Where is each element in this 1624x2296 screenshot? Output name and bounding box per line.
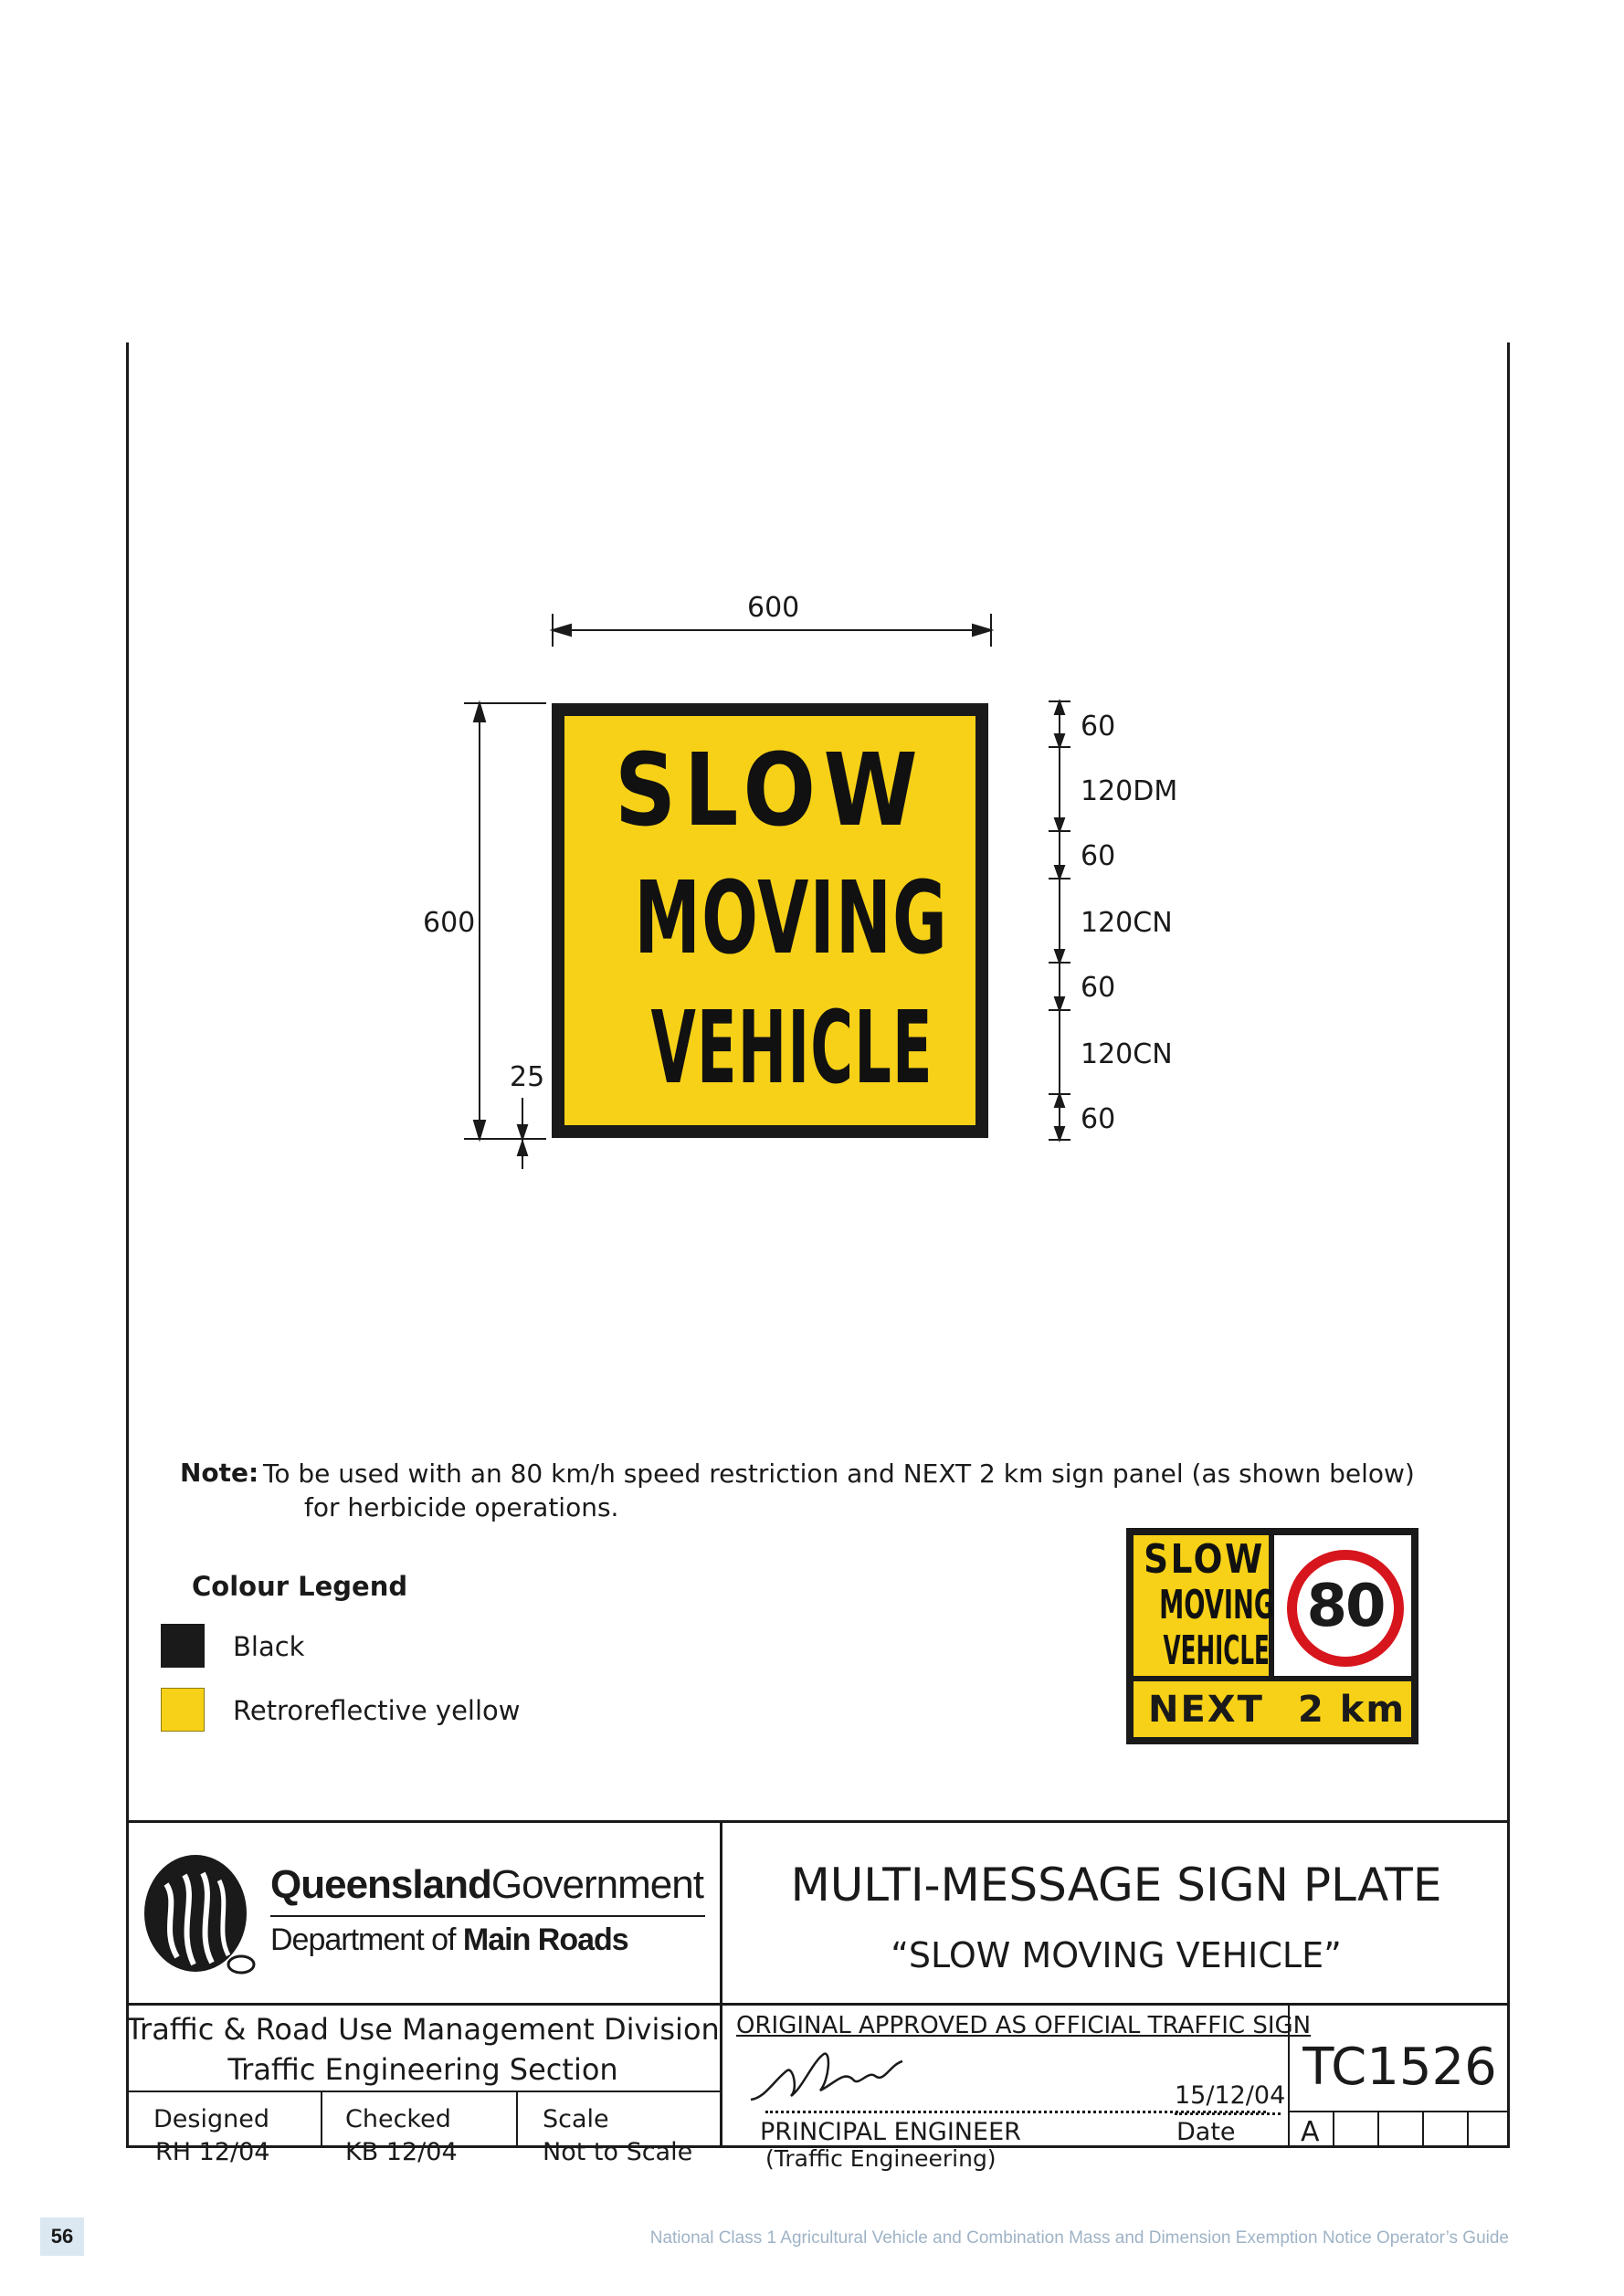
slow-moving-vehicle-sign	[552, 703, 988, 1138]
checked-label: Checked	[345, 2105, 451, 2133]
date-label: Date	[1176, 2118, 1236, 2146]
approved-statement: ORIGINAL APPROVED AS OFFICIAL TRAFFIC SIGN	[736, 2012, 1312, 2039]
footer-document-title: National Class 1 Agricultural Vehicle and Combination Mass and Dimension Exemption Notice Operator’s Guide	[649, 2228, 1509, 2248]
tb-mid-line	[126, 2003, 1510, 2006]
logo-name-bold: Queensland	[270, 1862, 491, 1907]
sign-line-vehicle: VEHICLE	[650, 989, 933, 1106]
tb-top-line	[126, 1820, 1510, 1823]
checked-value: KB 12/04	[345, 2138, 458, 2166]
designed-label: Designed	[153, 2105, 269, 2133]
right-dim-5: 60	[1081, 972, 1116, 1004]
legend-swatch-black	[161, 1624, 205, 1668]
right-dim-6: 120CN	[1081, 1038, 1173, 1070]
right-dim-1: 60	[1081, 711, 1116, 743]
right-dim-2: 120DM	[1081, 775, 1178, 807]
approval-date: 15/12/04	[1175, 2081, 1286, 2110]
sign-yellow-face	[564, 716, 975, 1125]
drawing-number: TC1526	[1302, 2038, 1497, 2097]
combo-line-slow: SLOW	[1144, 1536, 1265, 1583]
engineer-signature	[747, 2043, 912, 2112]
note-label: Note:	[180, 1458, 259, 1488]
left-height-dimension: 600	[423, 907, 476, 939]
division-name: Traffic & Road Use Management Division	[126, 2012, 720, 2047]
scale-label: Scale	[543, 2105, 609, 2133]
legend-swatch-yellow	[161, 1688, 205, 1732]
combination-sign	[1126, 1528, 1418, 1744]
tb-division-line	[126, 2091, 722, 2092]
right-dim-7: 60	[1081, 1103, 1116, 1135]
tb-rev-cell-2	[1377, 2111, 1379, 2148]
designed-value: RH 12/04	[155, 2138, 270, 2166]
drawing-subtitle: “SLOW MOVING VEHICLE”	[891, 1935, 1342, 1975]
tb-checked-divider	[516, 2091, 518, 2148]
scale-value: Not to Scale	[543, 2138, 693, 2166]
border-dimension: 25	[510, 1061, 545, 1093]
section-name: Traffic Engineering Section	[227, 2052, 618, 2087]
right-dim-3: 60	[1081, 840, 1116, 872]
combo-next-label: NEXT	[1148, 1689, 1264, 1731]
tb-revision-top-line	[1288, 2111, 1510, 2112]
revision-letter: A	[1301, 2116, 1320, 2148]
tb-rev-cell-3	[1422, 2111, 1424, 2148]
legend-label-black: Black	[233, 1631, 305, 1662]
logo-name-light: Government	[490, 1862, 703, 1907]
note-line-1: To be used with an 80 km/h speed restriction and NEXT 2 km sign panel (as shown below)	[263, 1459, 1415, 1489]
sign-line-slow: SLOW	[614, 732, 926, 848]
tb-designed-divider	[321, 2091, 322, 2148]
engineer-subtitle: (Traffic Engineering)	[765, 2145, 997, 2172]
title-block	[126, 1820, 1510, 2172]
drawing-title: MULTI-MESSAGE SIGN PLATE	[790, 1859, 1442, 1912]
queensland-coat-of-arms-icon	[141, 1848, 261, 1985]
combo-speed-panel	[1274, 1535, 1411, 1676]
engineer-title: PRINCIPAL ENGINEER	[760, 2118, 1021, 2146]
colour-legend-title: Colour Legend	[192, 1571, 408, 1602]
combo-next-panel	[1134, 1681, 1411, 1737]
logo-government-name	[270, 1862, 703, 1908]
tb-rev-cell-1	[1333, 2111, 1334, 2148]
logo-dept-bold: Main Roads	[462, 1922, 628, 1957]
top-width-dimension: 600	[747, 592, 800, 624]
combo-line-moving: MOVING	[1159, 1582, 1275, 1628]
sign-line-moving: MOVING	[634, 859, 948, 976]
date-dotted-line	[1175, 2112, 1281, 2115]
combo-line-vehicle: VEHICLE	[1163, 1627, 1270, 1674]
note-line-2: for herbicide operations.	[304, 1492, 619, 1522]
logo-dept-pre: Department of	[270, 1922, 463, 1957]
legend-label-yellow: Retroreflective yellow	[233, 1695, 521, 1726]
right-dim-4: 120CN	[1081, 907, 1173, 939]
tb-rev-cell-4	[1467, 2111, 1469, 2148]
combo-distance-label: 2 km	[1298, 1689, 1407, 1731]
page-number: 56	[50, 2225, 74, 2248]
speed-limit-number: 80	[1306, 1573, 1385, 1640]
logo-underline	[270, 1915, 705, 1917]
logo-department	[270, 1922, 628, 1958]
page-number-badge	[40, 2217, 84, 2256]
combo-slow-panel	[1134, 1535, 1275, 1676]
